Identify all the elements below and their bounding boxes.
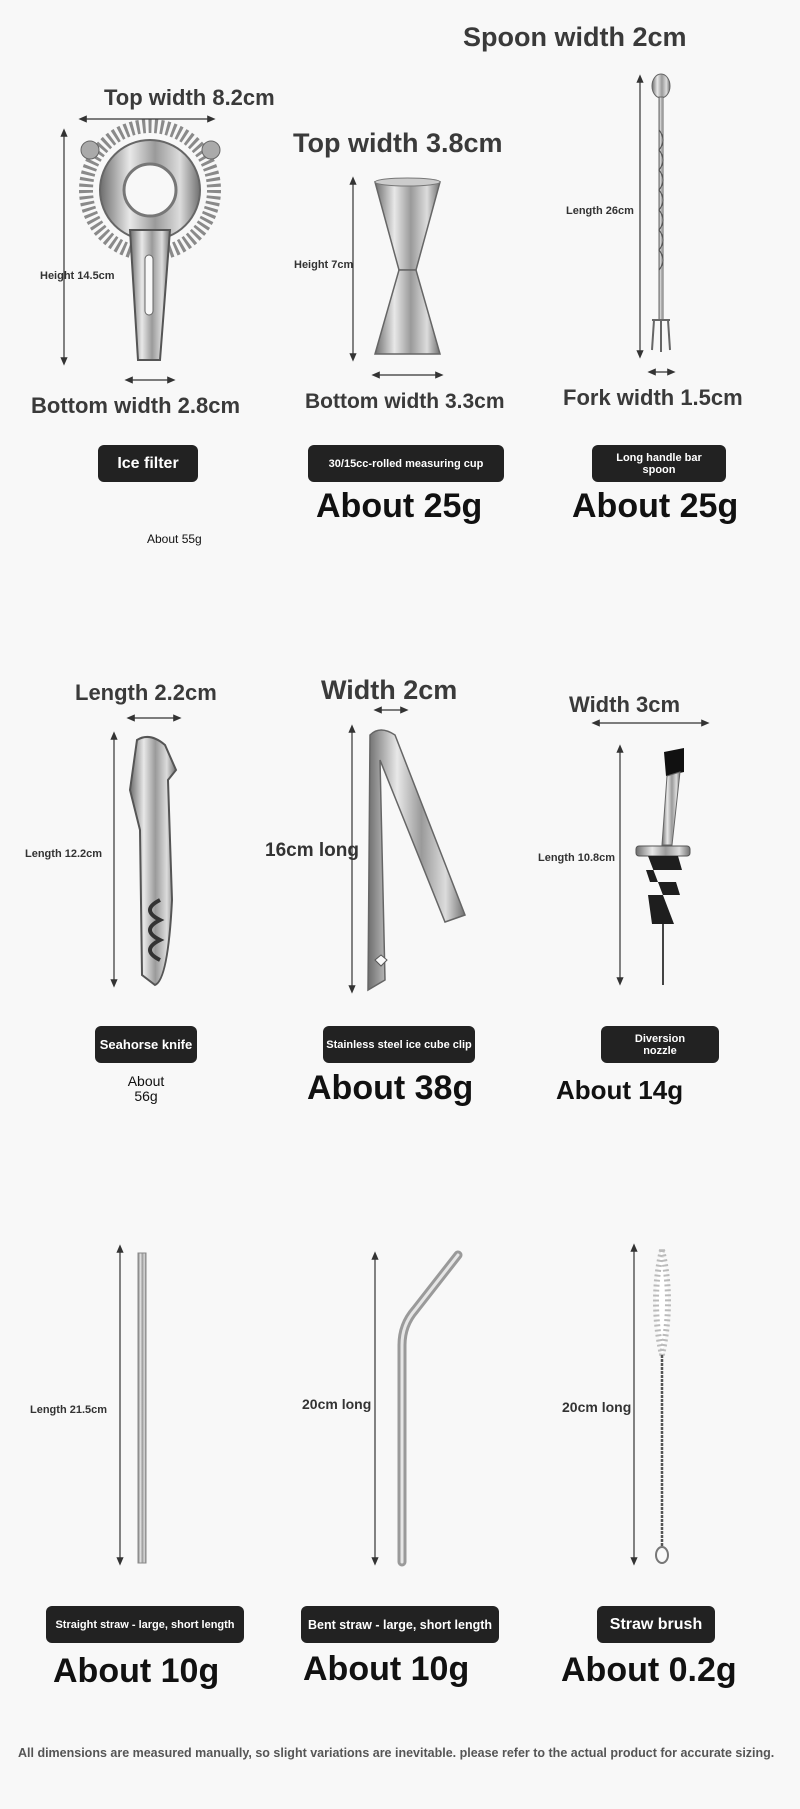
straight-straw-weight: About 10g (53, 1652, 220, 1690)
measuring-cup-weight: About 25g (316, 487, 483, 525)
ice-filter-bottom-width: Bottom width 2.8cm (31, 393, 241, 418)
ice-filter-height: Height 14.5cm (40, 270, 115, 282)
diversion-nozzle-weight: About 14g (556, 1075, 684, 1105)
ice-filter-name-badge: Ice filter (98, 445, 198, 482)
seahorse-knife-weight-line2: 56g (134, 1088, 158, 1104)
ice-filter-weight: About 55g (147, 532, 202, 546)
straight-straw-name-badge: Straight straw - large, short length (46, 1606, 244, 1643)
straw-brush-illustration (656, 1250, 668, 1563)
bar-spoon-top-width: Spoon width 2cm (463, 22, 687, 52)
ice-clip-top-width: Width 2cm (321, 675, 458, 705)
bar-spoon-weight: About 25g (572, 487, 739, 525)
seahorse-knife-illustration (130, 737, 176, 985)
diversion-nozzle-length: Length 10.8cm (538, 852, 616, 864)
ice-filter-top-width: Top width 8.2cm (104, 85, 275, 110)
diversion-nozzle-name-badge: Diversion nozzle (601, 1026, 719, 1063)
bent-straw-illustration (402, 1255, 458, 1562)
straight-straw-length: Length 21.5cm (30, 1404, 108, 1416)
ice-clip-illustration (368, 730, 465, 990)
seahorse-knife-weight-line1: About (127, 1073, 165, 1089)
diversion-nozzle-top-width: Width 3cm (569, 692, 681, 717)
straw-brush-name-badge: Straw brush (597, 1606, 715, 1643)
footer-disclaimer: All dimensions are measured manually, so slight variations are inevitable. please refer to the actual product for accurate sizing. (18, 1746, 775, 1760)
seahorse-knife-top-length: Length 2.2cm (75, 680, 217, 705)
bar-spoon-illustration (652, 74, 670, 352)
measuring-cup-top-width: Top width 3.8cm (293, 128, 503, 158)
bent-straw-weight: About 10g (303, 1650, 470, 1688)
ice-clip-weight: About 38g (307, 1069, 474, 1107)
bar-spoon-length: Length 26cm (566, 205, 634, 217)
bent-straw-name-badge: Bent straw - large, short length (301, 1606, 499, 1643)
ice-filter-illustration (81, 126, 220, 360)
seahorse-knife-length: Length 12.2cm (25, 848, 103, 860)
straight-straw-illustration (138, 1253, 146, 1563)
bar-spoon-name-badge: Long handle bar spoon (592, 445, 726, 482)
ice-clip-length: 16cm long (265, 840, 359, 861)
bar-spoon-fork-width: Fork width 1.5cm (563, 385, 743, 410)
ice-clip-name-badge: Stainless steel ice cube clip (323, 1026, 475, 1063)
diversion-nozzle-illustration (636, 748, 690, 985)
measuring-cup-height: Height 7cm (294, 259, 354, 271)
measuring-cup-illustration (375, 178, 440, 354)
measuring-cup-name-badge: 30/15cc-rolled measuring cup (308, 445, 504, 482)
bent-straw-length: 20cm long (302, 1396, 372, 1412)
seahorse-knife-name-badge: Seahorse knife (95, 1026, 197, 1063)
seahorse-knife-weight (116, 1074, 176, 1104)
measuring-cup-bottom-width: Bottom width 3.3cm (305, 390, 505, 413)
straw-brush-weight: About 0.2g (561, 1651, 737, 1689)
straw-brush-length: 20cm long (562, 1399, 632, 1415)
